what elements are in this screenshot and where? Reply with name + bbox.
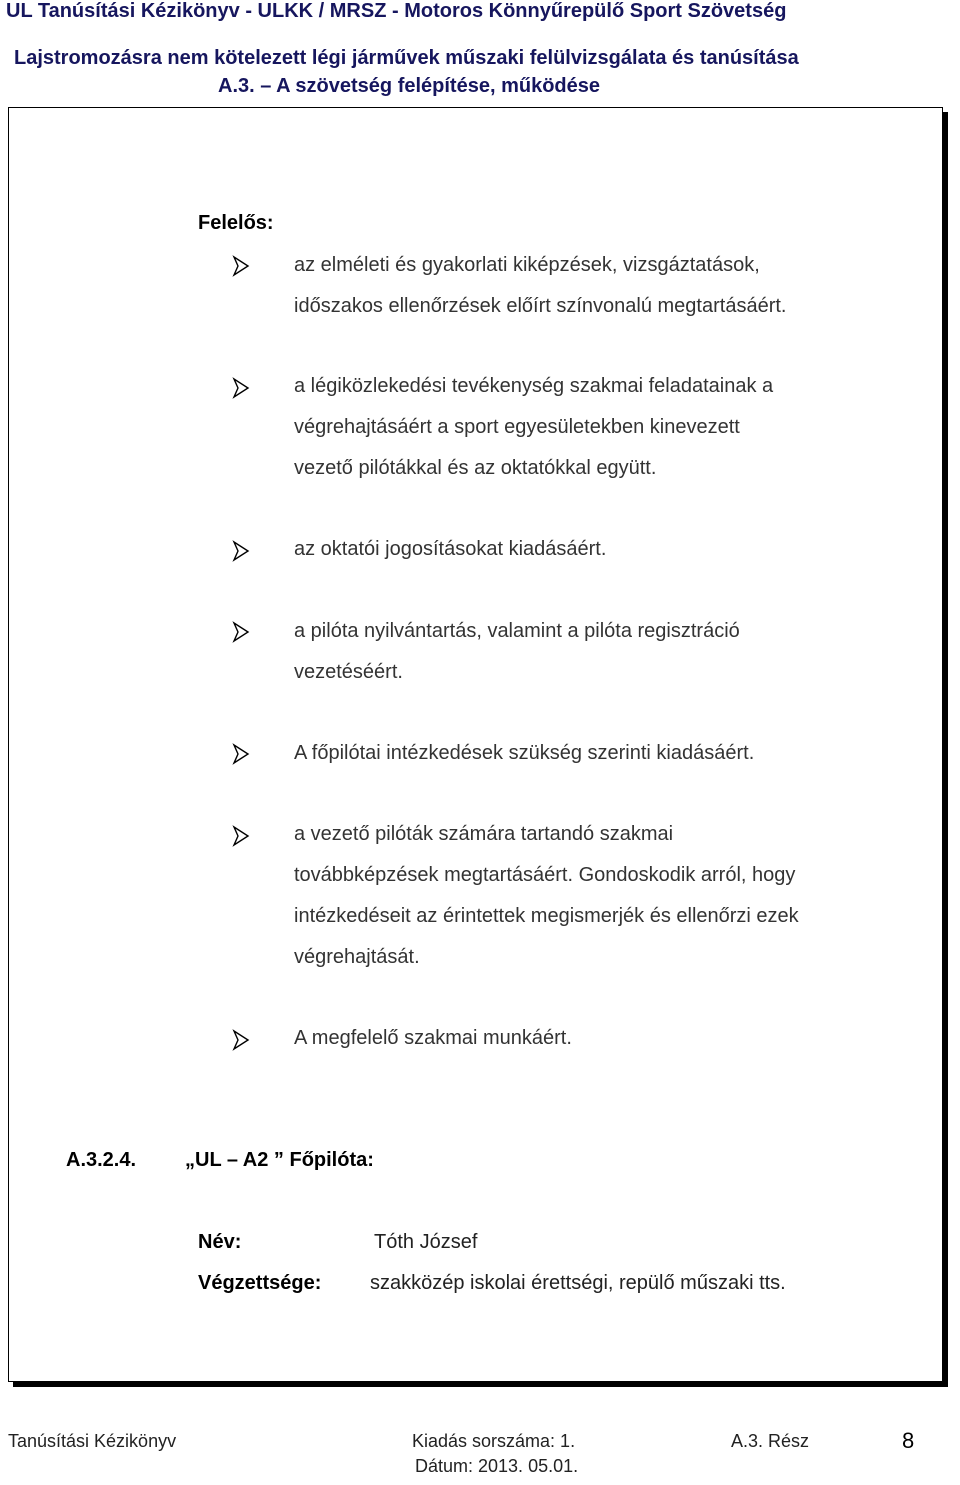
footer-date: Dátum: 2013. 05.01.	[415, 1456, 579, 1476]
section-heading: A.3. – A szövetség felépítése, működése	[218, 75, 601, 97]
list-item	[294, 366, 908, 489]
list-item	[294, 814, 908, 978]
arrow-bullet-icon	[232, 1029, 250, 1051]
footer-issue-number: Kiadás sorszáma: 1.	[412, 1431, 576, 1451]
page-number: 8	[902, 1428, 915, 1453]
list-item-line: továbbképzések megtartásáért. Gondoskodik arról, hogy	[294, 864, 796, 886]
list-item-line: az elméleti és gyakorlati kiképzések, vizsgáztatások,	[294, 254, 760, 276]
list-item-line: a vezető pilóták számára tartandó szakmai	[294, 823, 674, 845]
list-item-line: a pilóta nyilvántartás, valamint a pilóta regisztráció	[294, 620, 740, 642]
arrow-bullet-icon	[232, 255, 250, 277]
felelos-label: Felelős:	[198, 212, 274, 234]
footer-part: A.3. Rész	[731, 1431, 810, 1451]
list-item-line: A megfelelő szakmai munkáért.	[294, 1027, 572, 1049]
list-item-line: A főpilótai intézkedések szükség szerinti kiadásáért.	[294, 742, 755, 764]
name-label: Név:	[198, 1231, 242, 1253]
header-title: UL Tanúsítási Kézikönyv - ULKK / MRSZ - Motoros Könnyűrepülő Sport Szövetség	[6, 0, 787, 22]
section-title: „UL – A2 ” Főpilóta:	[185, 1149, 374, 1171]
list-item-line: végrehajtásáért a sport egyesületekben kinevezett	[294, 416, 740, 438]
list-item-line: végrehajtását.	[294, 946, 420, 968]
education-label: Végzettsége:	[198, 1272, 322, 1294]
list-item	[294, 529, 908, 570]
footer-manual-title: Tanúsítási Kézikönyv	[8, 1431, 177, 1451]
list-item-line: intézkedéseit az érintettek megismerjék és ellenőrzi ezek	[294, 905, 799, 927]
arrow-bullet-icon	[232, 540, 250, 562]
list-item-line: időszakos ellenőrzések előírt színvonalú megtartásáért.	[294, 295, 787, 317]
list-item-line: a légiközlekedési tevékenység szakmai feladatainak a	[294, 375, 774, 397]
arrow-bullet-icon	[232, 825, 250, 847]
list-item	[294, 1018, 908, 1059]
list-item	[294, 611, 908, 693]
arrow-bullet-icon	[232, 743, 250, 765]
list-item-line: vezetéséért.	[294, 661, 403, 683]
list-item	[294, 733, 908, 774]
list-item-line: vezető pilótákkal és az oktatókkal együtt.	[294, 457, 657, 479]
arrow-bullet-icon	[232, 621, 250, 643]
name-value: Tóth József	[374, 1231, 478, 1253]
arrow-bullet-icon	[232, 377, 250, 399]
header-subtitle: Lajstromozásra nem kötelezett légi járművek műszaki felülvizsgálata és tanúsítása	[14, 47, 799, 69]
list-item	[294, 245, 908, 327]
list-item-line: az oktatói jogosításokat kiadásáért.	[294, 538, 607, 560]
section-number: A.3.2.4.	[66, 1149, 137, 1171]
education-value: szakközép iskolai érettségi, repülő műszaki tts.	[370, 1272, 786, 1294]
